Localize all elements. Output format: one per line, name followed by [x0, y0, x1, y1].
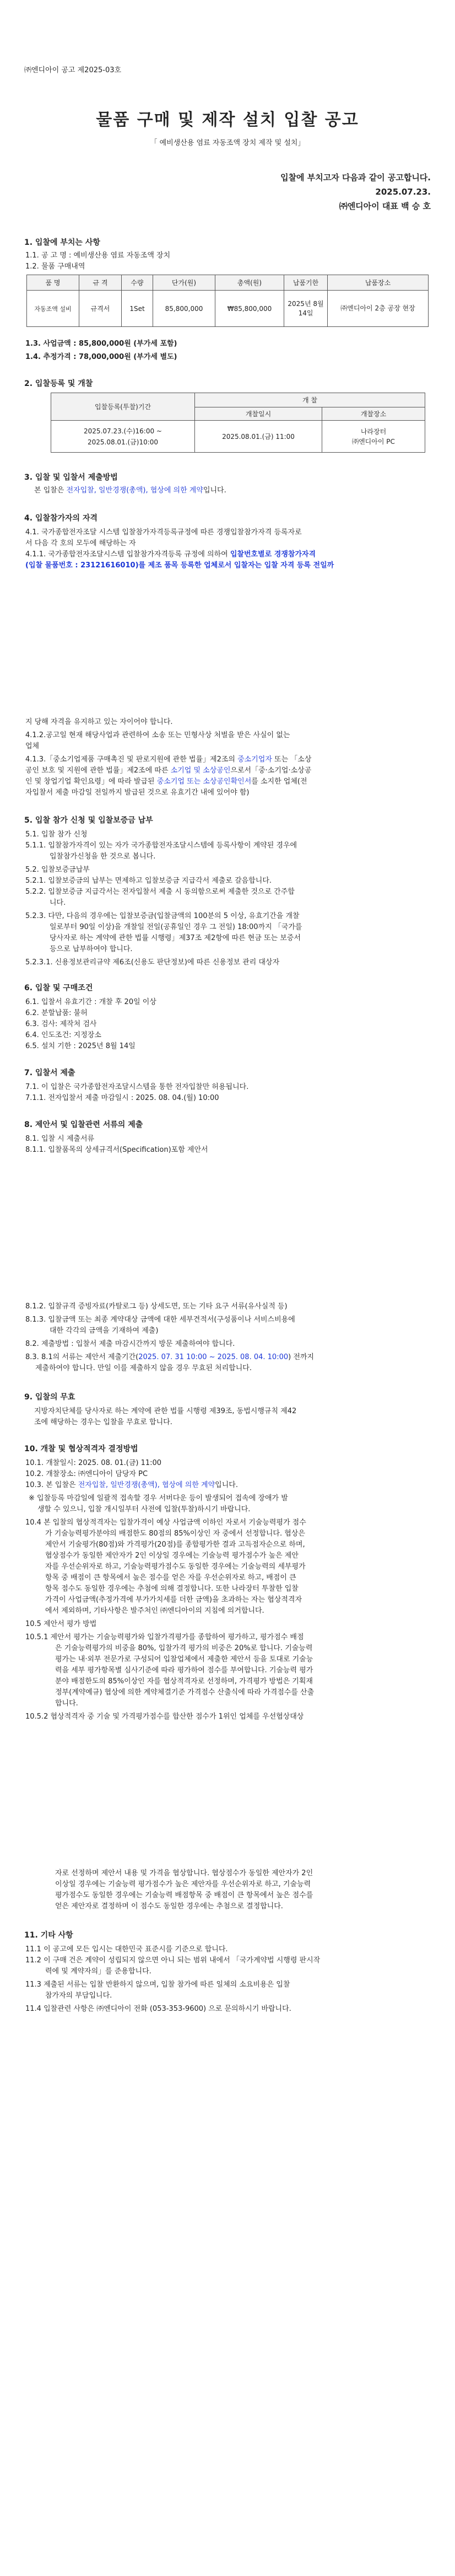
text: 4.1.3.「중소기업제품 구매촉진 및 판로지원에 관한 법률」제2조의	[25, 755, 238, 764]
section-4-line: 지 당해 자격을 유지하고 있는 자이어야 합니다.	[25, 718, 173, 726]
text: 또는 「소상	[272, 755, 312, 764]
table-header: 납품기한	[284, 275, 328, 291]
text: 4.1.1. 국가종합전자조달시스템 입찰참가자격등록 규정에 의하여	[25, 550, 230, 559]
open-place-1: 나라장터	[360, 427, 387, 436]
section-5-line: 5.2.3. 다만, 다음의 경우에는 입찰보증금(입찰금액의 100분의 5 이상, 유효기간을 개찰	[25, 912, 300, 920]
text: 중소기업자	[237, 755, 272, 764]
purchase-table	[26, 275, 429, 327]
section-1-line: 1.1. 공 고 명 : 예비생산용 염료 자동조액 장치	[25, 251, 171, 260]
section-11-heading: 11. 기타 사항	[24, 1931, 73, 1940]
section-10-line: 생할 수 있으니, 입찰 개시일부터 사전에 입찰(투찰)하시기 바랍니다.	[37, 1505, 251, 1514]
table-cell	[322, 421, 425, 453]
section-5-line: 5.1. 입찰 참가 신청	[25, 830, 88, 839]
section-6-line: 6.5. 설치 기한 : 2025년 8월 14일	[25, 1042, 136, 1050]
table-header: 규 격	[79, 275, 122, 291]
section-4-line: 자입찰서 제출 마감일 전일까지 발급된 것으로 유효기간 내에 있어야 함)	[25, 788, 250, 797]
reg-period-start: 2025.07.23.(수)16:00 ~	[84, 427, 162, 435]
section-8-line: 8.1.1. 입찰품목의 상세규격서(Specification)포함 제안서	[25, 1146, 208, 1154]
section-6-heading: 6. 입찰 및 구매조건	[24, 984, 93, 992]
section-6-line: 6.3. 검사: 제작처 검사	[25, 1020, 97, 1028]
open-place-2: ㈜엔디아이 PC	[352, 437, 395, 446]
section-1-line: 1.2. 물품 구매내역	[25, 262, 85, 271]
section-5-heading: 5. 입찰 참가 신청 및 입찰보증금 납부	[24, 816, 153, 825]
section-10-line: 10.1. 개찰일시: 2025. 08. 01.(금) 11:00	[25, 1459, 162, 1467]
section-10-line: 자로 선정하며 제안서 내용 및 가격을 협상합니다. 협상점수가 동일한 제안자가 2인	[55, 1869, 313, 1877]
section-10-line: 가 기술능력평가분야의 배점한도 80점의 85%이상인 자 중에서 선정합니다. 협상은	[45, 1530, 305, 1538]
text: 인 및 창업기업 확인요령」에 따라 발급된	[25, 777, 157, 786]
section-10-line: ※ 입찰등록 마감일에 일괄적 접속할 경우 서버다운 등이 발생되어 접속에 장애가 발	[29, 1494, 288, 1502]
section-11-line: 11.1 이 공고에 모든 입시는 대한민국 표준시를 기준으로 합니다.	[25, 1945, 228, 1954]
section-11-line: 력에 및 계약자의」를 준용합니다.	[45, 1967, 151, 1976]
section-8-line: 대한 각각의 금액을 기재하여 제출)	[50, 1327, 159, 1335]
section-10-line: 제안서 기술평가(80점)와 가격평가(20점)를 종합평가한 결과 고득점자순으로 하며,	[45, 1541, 305, 1549]
section-4-line: 서 다음 각 호의 모두에 해당하는 자	[25, 539, 136, 548]
page-subtitle: 「 예비생산용 염료 자동조액 장치 제작 및 설치」	[150, 139, 305, 147]
text: 으로서「중·소기업·소상공	[230, 766, 312, 775]
text: ) 전까지	[288, 1353, 315, 1361]
section-10-line: 얻은 제안자로 결정하며 이 점수도 동일한 경우에는 추첨으로 결정합니다.	[55, 1902, 283, 1910]
table-header: 입찰등록(투찰)기간	[51, 393, 195, 421]
section-5-line: 니다.	[50, 899, 66, 907]
section-4-line: 업체	[25, 742, 40, 750]
table-cell: 자동조액 설비	[27, 291, 79, 327]
section-8-line: 8.2. 제출방법 : 입찰서 제출 마감시간까지 방문 제출하여야 합니다.	[25, 1340, 235, 1348]
page-title: 물품 구매 및 제작 설치 입찰 공고	[96, 110, 359, 130]
table-header: 수량	[122, 275, 153, 291]
table-cell: 1Set	[122, 291, 153, 327]
section-10-line: 력을 세부 평가항목별 심사기준에 따라 평가하여 점수를 부여합니다. 기술능력 평가	[55, 1666, 313, 1675]
section-6-line: 6.4. 인도조건: 지정장소	[25, 1031, 101, 1039]
section-10-line: 10.5.1 제안서 평가는 기술능력평가와 입찰가격평가를 종합하여 평가하고, 평가점수 배점	[25, 1633, 304, 1641]
section-8-line: 8.1.2. 입찰규격 증빙자료(카탈로그 등) 상세도면, 또는 기타 요구 서류(유사실적 등)	[25, 1302, 288, 1311]
section-7-line: 7.1.1. 전자입찰서 제출 마감일시 : 2025. 08. 04.(월) 10:00	[25, 1094, 219, 1102]
section-4-line	[25, 549, 316, 560]
table-cell: 규격서	[79, 291, 122, 327]
section-9-heading: 9. 입찰의 무효	[24, 1393, 75, 1402]
text: 입니다.	[203, 486, 226, 495]
table-header: 납품장소	[328, 275, 429, 291]
section-9-line: 조에 해당하는 경우는 입찰을 무효로 합니다.	[34, 1418, 172, 1426]
notice-date: 2025.07.23.	[375, 187, 431, 197]
section-1-heading: 1. 입찰에 부치는 사항	[24, 238, 100, 247]
table-header: 총액(원)	[215, 275, 284, 291]
section-8-line: 8.1. 입찰 시 제출서류	[25, 1135, 95, 1143]
table-cell	[51, 421, 195, 453]
section-4-line: 4.1. 국가종합전자조달 시스템 입찰참가자격등록규정에 따른 경쟁입찰참가자격 등록자로	[25, 528, 302, 536]
notice-number: ㈜엔디아이 공고 제2025-03호	[24, 66, 122, 74]
section-10-line: 10.2. 개찰장소: ㈜엔디아이 담당자 PC	[25, 1470, 148, 1478]
section-5-line: 5.2. 입찰보증금납부	[25, 866, 90, 874]
text: 10.3. 본 입찰은	[25, 1481, 78, 1489]
section-1-line: 1.4. 추정가격 : 78,000,000원 (부가세 별도)	[25, 353, 177, 361]
table-header: 개찰일시	[195, 407, 322, 421]
section-10-line: 항목 중 배점이 큰 항목에서 높은 점수를 얻은 자를 우선순위자로 하고, 배점이 큰	[45, 1574, 296, 1582]
section-8-line: 8.1.3. 입찰금액 또는 최종 계약대상 금액에 대한 세부견적서(구성품이나 서비스비용에	[25, 1316, 295, 1324]
text: 전자입찰, 일반경쟁(총액), 협상에 의한 계약	[66, 486, 203, 495]
section-5-line: 입찰참가신청을 한 것으로 봅니다.	[50, 852, 156, 861]
section-10-heading: 10. 개찰 및 협상적격자 결정방법	[24, 1445, 138, 1453]
section-7-heading: 7. 입찰서 제출	[24, 1069, 75, 1077]
section-4-heading: 4. 입찰참가자의 자격	[24, 514, 98, 523]
section-5-line: 5.2.3.1. 신용정보관리규약 제6조(신용도 판단정보)에 따른 신용정보 관리 대상자	[25, 958, 280, 967]
section-6-line: 6.2. 분할납품: 불허	[25, 1009, 88, 1017]
text: 전자입찰, 일반경쟁(총액), 협상에 의한 계약	[78, 1481, 215, 1489]
section-10-line: 이상일 경우에는 기술능력 평가점수가 높은 제안자를 우선순위자로 하고, 기술능력	[55, 1880, 311, 1888]
section-10-line: 항목 점수도 동일한 경우에는 추첨에 의해 결정합니다. 또한 나라장터 투찰한 입찰	[45, 1585, 299, 1593]
section-10-line: 은 기술능력평가의 비중을 80%, 입찰가격 평가의 비중은 20%로 합니다. 기술능력	[55, 1644, 313, 1652]
text: 입니다.	[215, 1481, 238, 1489]
section-10-line: 정부(계약예규) 협상에 의한 계약체결기준 가격점수 산출식에 따라 가격점수를 산출	[55, 1688, 315, 1697]
section-10-line: 평가점수도 동일한 경우에는 기술능력 배점항목 중 배점이 큰 항목에서 높은 점수를	[55, 1891, 313, 1899]
section-1-line: 1.3. 사업금액 : 85,800,000원 (부가세 포함)	[25, 340, 177, 348]
section-4-line	[25, 776, 307, 787]
section-11-line: 11.4 입찰관련 사항은 ㈜엔디아이 전화 (053-353-9600) 으로 문의하시기 바랍니다.	[25, 2005, 291, 2013]
table-header: 단가(원)	[153, 275, 215, 291]
text: 공인 보호 및 지원에 관한 법률」제2조에 따른	[25, 766, 171, 775]
text: 2025. 07. 31 10:00 ~ 2025. 08. 04. 10:00	[138, 1353, 289, 1361]
text: 본 입찰은	[34, 486, 67, 495]
section-11-line: 11.2 이 구매 건은 계약이 성립되지 않으면 아니 되는 범위 내에서 「국가계약법 시행령 판시작	[25, 1956, 321, 1965]
section-10-line: 10.4 본 입찰의 협상적격자는 입찰가격이 예상 사업금액 이하인 자로서 기술능력평가 점수	[25, 1518, 306, 1527]
section-5-line: 5.2.1. 입찰보증금의 납부는 면제하고 입찰보증금 지급각서 제출로 갈음합니다.	[25, 877, 272, 885]
table-header: 개 찰	[195, 393, 425, 407]
section-4-line	[25, 765, 311, 776]
section-5-line: 등으로 납부하여야 합니다.	[50, 945, 133, 953]
text: 입찰번호별로 경쟁참가자격	[230, 550, 316, 559]
section-6-line: 6.1. 입찰서 유효기간 : 개찰 후 20일 이상	[25, 998, 156, 1006]
section-8-line	[25, 1352, 314, 1363]
section-2-heading: 2. 입찰등록 및 개찰	[24, 379, 93, 388]
section-10-line: 협상점수가 동일한 제안자가 2인 이상일 경우에는 기술능력 평가점수가 높은 제안	[45, 1552, 299, 1560]
table-header: 품 명	[27, 275, 79, 291]
table-header: 개찰장소	[322, 407, 425, 421]
table-cell: ₩85,800,000	[215, 291, 284, 327]
section-3-line	[34, 485, 226, 496]
table-cell: ㈜엔디아이 2층 공장 현장	[328, 291, 429, 327]
text: 를 소지한 업체(전	[251, 777, 307, 786]
table-cell: 2025년 8월 14일	[284, 291, 328, 327]
section-10-line	[25, 1480, 238, 1491]
table-cell: 85,800,000	[153, 291, 215, 327]
section-9-line: 지방자치단체를 당사자로 하는 계약에 관한 법률 시행령 제39조, 동법시행규칙 제42	[34, 1407, 297, 1415]
text: 소기업 및 소상공인	[170, 766, 231, 775]
section-10-line: 분야 배점한도의 85%이상인 자를 협상적격자로 선정하며, 가격평가 방법은 기획재	[55, 1677, 313, 1686]
reg-period-end: 2025.08.01.(금)10:00	[87, 438, 159, 446]
text: 중소기업 또는 소상공인확인서	[156, 777, 252, 786]
table-cell: 2025.08.01.(금) 11:00	[195, 421, 322, 453]
section-4-line: 4.1.2.공고일 현재 해당사업과 관련하여 소송 또는 민형사상 처벌을 받은 사실이 없는	[25, 731, 290, 739]
text: 8.3. 8.1의 서류는 제안서 제출기간(	[25, 1353, 139, 1361]
section-4-line	[25, 754, 311, 765]
section-3-heading: 3. 입찰 및 입찰서 제출방법	[24, 473, 118, 482]
section-11-line: 11.3 제출된 서류는 입찰 반환하지 않으며, 입찰 참가에 따른 일체의 소요비용은 입찰	[25, 1981, 290, 1989]
section-11-line: 참가자의 부담입니다.	[45, 1992, 112, 2000]
section-10-line: 합니다.	[55, 1699, 78, 1708]
section-8-heading: 8. 제안서 및 입찰관련 서류의 제출	[24, 1120, 143, 1129]
section-10-line: 가격이 사업금액(추정가격에 부가가치세를 더한 금액)을 초과하는 자는 협상적격자	[45, 1596, 302, 1604]
section-5-line: 일로부터 90일 이상)을 개찰일 전일(공휴일인 경우 그 전일) 18:00까지 「국가를	[50, 923, 302, 931]
section-10-line: 평가는 내·외부 전문가로 구성되어 입찰업체에서 제출한 제안서 등을 토대로 기술능	[55, 1655, 313, 1663]
section-10-line: 10.5.2 협상적격자 중 기술 및 가격평가점수를 합산한 점수가 1위인 업체를 우선협상대상	[25, 1713, 304, 1721]
section-8-line: 제출하여야 합니다. 만일 이를 제출하지 않을 경우 무효된 처리합니다.	[35, 1364, 252, 1372]
section-5-line: 5.2.2. 입찰보증금 지급각서는 전자입찰서 제출 시 동의함으로써 제출한 것으로 간주합	[25, 888, 295, 896]
section-10-line: 자를 우선순위자로 하고, 기술능력평가점수도 동일한 경우에는 기술능력의 세부평가	[45, 1563, 306, 1571]
bid-schedule-table	[51, 393, 425, 453]
section-10-line: 에서 제외하며, 기타사항은 발주처인 ㈜엔디아이의 지침에 의거합니다.	[45, 1607, 264, 1615]
section-4-line: (입찰 물품번호 : 23121616010)를 제조 품목 등록한 업체로서 입찰자는 입찰 자격 등록 전일까	[25, 561, 334, 570]
section-5-line: 당사자로 하는 계약에 관한 법률 시행령」제37조 제2항에 따른 현금 또는 보증서	[50, 934, 301, 942]
section-7-line: 7.1. 이 입찰은 국가종합전자조달시스템을 통한 전자입찰만 허용됩니다.	[25, 1083, 249, 1091]
issuer: ㈜엔디아이 대표 백 승 호	[339, 201, 431, 211]
intro-text: 입찰에 부치고자 다음과 같이 공고합니다.	[280, 173, 431, 183]
section-10-line: 10.5 제안서 평가 방법	[25, 1620, 97, 1628]
section-5-line: 5.1.1. 입찰참가자격이 있는 자가 국가종합전자조달시스템에 등록사항이 계약된 경우에	[25, 841, 297, 850]
